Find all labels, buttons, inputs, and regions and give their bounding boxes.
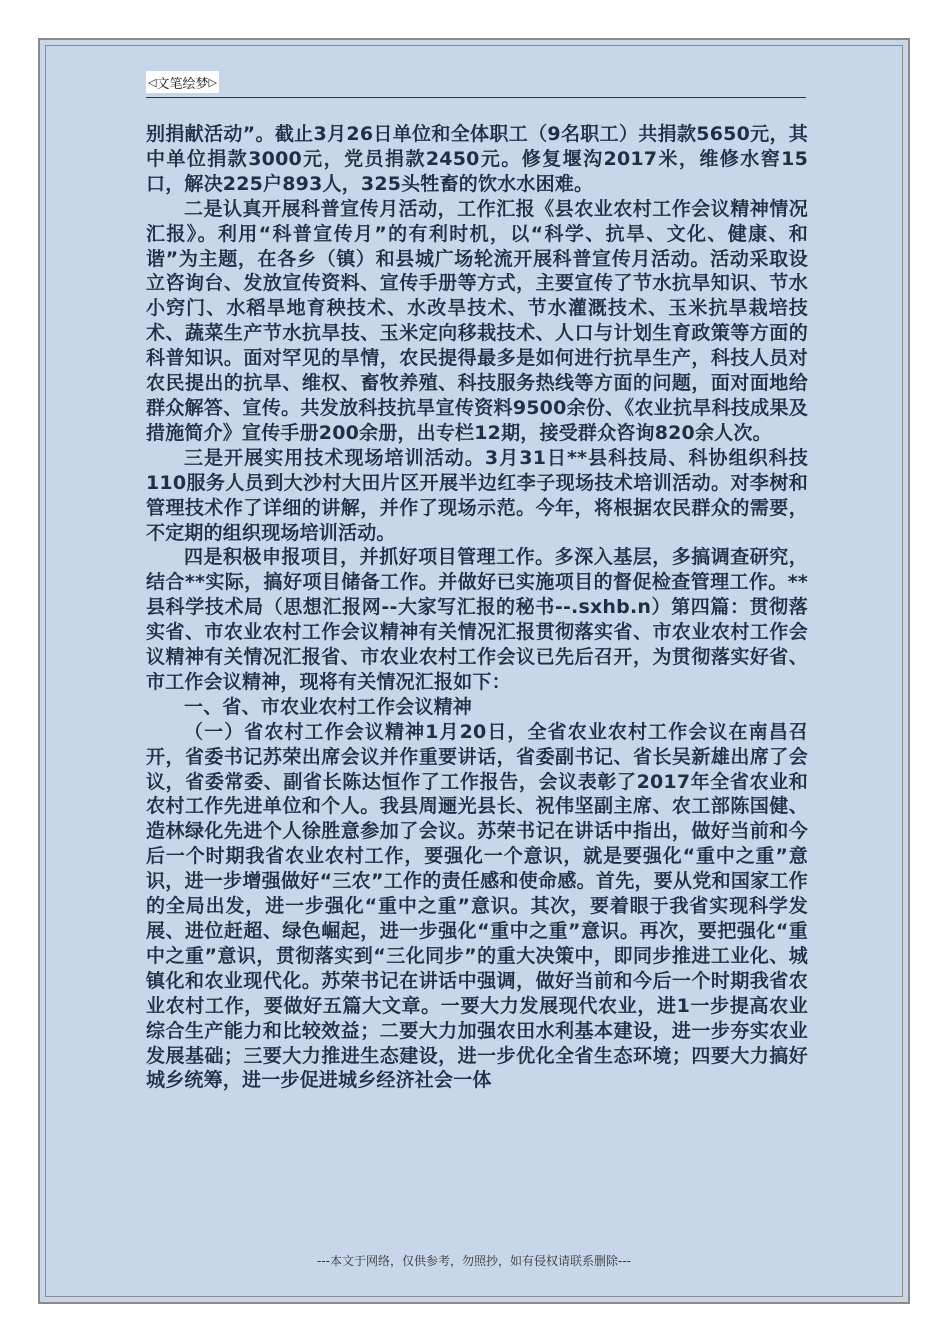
document-body	[146, 122, 808, 1093]
left-triangle-icon: ◁	[148, 75, 157, 89]
footer-disclaimer: ---本文于网络，仅供参考，勿照抄，如有侵权请联系删除---	[317, 1254, 631, 1268]
paragraph: 三是开展实用技术现场培训活动。3月31日**县科技局、科协组织科技110服务人员到大沙村大田片区开展半边红李子现场技术培训活动。对李树和管理技术作了详细的讲解，并作了现场示范。今年，将根据农民群众的需要，不定期的组织现场培训活动。	[146, 446, 808, 544]
page-header	[146, 71, 806, 98]
paragraph: 别捐献活动”。截止3月26日单位和全体职工（9名职工）共捐款5650元，其中单位捐款3000元，党员捐款2450元。修复堰沟2017米，维修水窖15口，解决225户893人，325头牲畜的饮水水困难。	[146, 123, 808, 195]
brand-text: 文笔绘梦	[156, 76, 209, 92]
right-triangle-icon: ▷	[208, 75, 217, 89]
paragraph: 二是认真开展科普宣传月活动，工作汇报《县农业农村工作会议精神情况汇报》。利用“科普宣传月”的有利时机，以“科学、抗旱、文化、健康、和谐”为主题，在各乡（镇）和县城广场轮流开展科普宣传月活动。活动采取设立咨询台、发放宣传资料、宣传手册等方式，主要宣传了节水抗旱知识、节水小窍门、水稻旱地育秧技术、水改旱技术、节水灌溉技术、玉米抗旱栽培技术、蔬菜生产节水抗旱技、玉米定向移栽技术、人口与计划生育政策等方面的科普知识。面对罕见的旱情，农民提得最多是如何进行抗旱生产，科技人员对农民提出的抗旱、维权、畜牧养殖、科技服务热线等方面的问题，面对面地给群众解答、宣传。共发放科技抗旱宣传资料9500余份、《农业抗旱科技成果及措施简介》宣传手册200余册，出专栏12期，接受群众咨询820余人次。	[146, 197, 808, 444]
paragraph: 四是积极申报项目，并抓好项目管理工作。多深入基层，多搞调查研究，结合**实际，搞好项目储备工作。并做好已实施项目的督促检查管理工作。**县科学技术局（思想汇报网--大家写汇报的秘书--.sxhb.n）第四篇：贯彻落实省、市农业农村工作会议精神有关情况汇报贯彻落实省、市农业农村工作会议精神有关情况汇报省、市农业农村工作会议已先后召开，为贯彻落实好省、市工作会议精神，现将有关情况汇报如下：	[146, 546, 808, 693]
section-heading: 一、省、市农业农村工作会议精神	[184, 695, 473, 718]
paragraph: （一）省农村工作会议精神1月20日，全省农业农村工作会议在南昌召开，省委书记苏荣出席会议并作重要讲话，省委副书记、省长吴新雄出席了会议，省委常委、副省长陈达恒作了工作报告，会议表彰了2017年全省农业和农村工作先进单位和个人。我县周逦光县长、祝伟坚副主席、农工部陈国健、造林绿化先进个人徐胜意参加了会议。苏荣书记在讲话中指出，做好当前和今后一个时期我省农业农村工作，要强化一个意识，就是要强化“重中之重”意识，进一步增强做好“三农”工作的责任感和使命感。首先，要从党和国家工作的全局出发，进一步强化“重中之重”意识。其次，要着眼于我省实现科学发展、进位赶超、绿色崛起，进一步强化“重中之重”意识。再次，要把强化“重中之重”意识，贯彻落实到“三化同步”的重大决策中，即同步推进工业化、城镇化和农业现代化。苏荣书记在讲话中强调，做好当前和今后一个时期我省农业农村工作，要做好五篇大文章。一要大力发展现代农业，进1一步提高农业综合生产能力和比较效益；二要大力加强农田水利基本建设，进一步夯实农业发展基础；三要大力推进生态建设，进一步优化全省生态环境；四要大力搞好城乡统筹，进一步促进城乡经济社会一体	[146, 720, 808, 1092]
brand-logo	[146, 71, 219, 93]
page-frame	[38, 38, 910, 1304]
